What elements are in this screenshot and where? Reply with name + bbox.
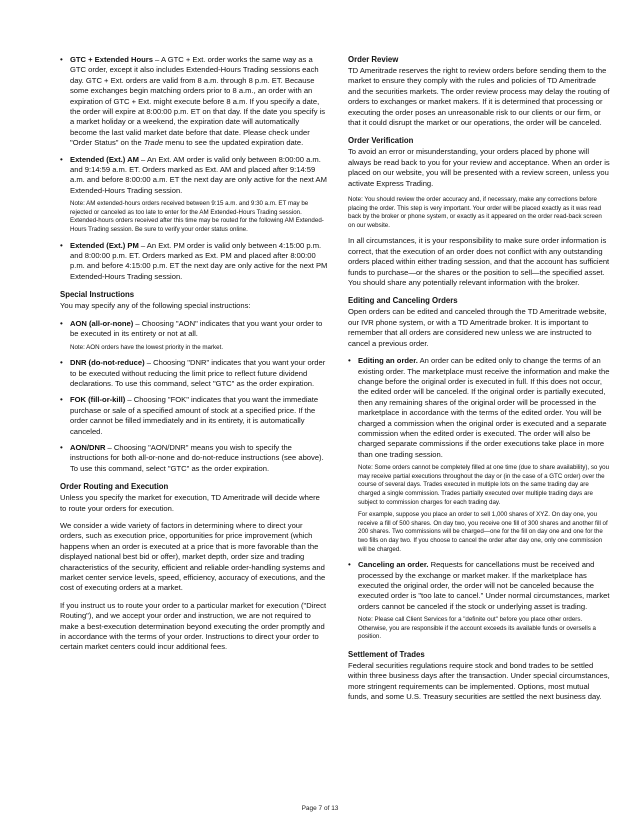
verification-paragraph-2: In all circumstances, it is your responsibility to make sure order information is correct, that the execution of an order does not conflict with any outstanding orders placed within either trading session, and that the account has sufficient funds to purchase—or the shares or the position to sell—the specified asset. You should share any potentially relevant information with the broker. bbox=[348, 236, 610, 288]
aon-item bbox=[60, 319, 328, 352]
trade-menu-ref: Trade bbox=[143, 138, 164, 148]
gtc-ext-text bbox=[70, 55, 328, 149]
ext-pm-text bbox=[70, 241, 328, 283]
dnr-item bbox=[60, 358, 328, 389]
routing-paragraph-1: Unless you specify the market for execution, TD Ameritrade will decide where to route your orders for execution. bbox=[60, 493, 320, 513]
aon-dnr-body: – Choosing "AON/DNR" means you wish to specify the instructions for both all-or-none and do-not-reduce instructions (see above). To use this command, select "GTC" as the order expiration. bbox=[70, 442, 324, 473]
gtc-ext-item bbox=[60, 55, 328, 149]
page-number: Page 7 of 13 bbox=[301, 805, 339, 812]
canceling-order-term: Canceling an order. bbox=[358, 560, 429, 570]
ext-am-text bbox=[70, 155, 328, 197]
fok-body: – Choosing "FOK" indicates that you want the immediate purchase or sale of a specified amount of stock at a specified price. If the order cannot be filled immediately and in its entirety, it is automatically canceled. bbox=[70, 395, 319, 436]
aon-dnr-item bbox=[60, 443, 328, 474]
order-review-heading: Order Review bbox=[348, 55, 399, 64]
aon-dnr-text bbox=[70, 443, 328, 474]
editing-order-body: An order can be edited only to change the terms of an existing order. The marketplace must receive the information and make the change before the original order is executed in full. If this does not occur, the edited order will be canceled. If the original order is partially executed, then any remaining shares of the original order will be processed in the marketplace in accordance with the terms of the edited order. You will be charged a commission when the original order is executed and a separate commission when the edited order is executed. The order will also be charged separate commissions if the order executions take place in more than one trading session. bbox=[358, 356, 610, 459]
ext-pm-body: – An Ext. PM order is valid only between 4:15:00 p.m. and 8:00:00 p.m. ET. Orders marked as Ext. PM and placed after 8:00:00 p.m. and before 4:15:00 p.m. ET the next day are only active for the next PM Extended-Hours Trading session. bbox=[70, 240, 328, 281]
aon-text bbox=[70, 319, 328, 340]
settlement-heading: Settlement of Trades bbox=[348, 649, 425, 659]
gtc-ext-body-end: menu to see the updated expiration date. bbox=[163, 138, 304, 148]
ext-am-item bbox=[60, 155, 328, 235]
special-intro: You may specify any of the following special instructions: bbox=[60, 301, 251, 311]
editing-paragraph: Open orders can be edited and canceled through the TD Ameritrade website, our IVR phone system, or with a TD Ameritrade broker. It is important to remember that all orders are considered new unless we are instructed to cancel a previous order. bbox=[348, 307, 607, 348]
verification-note: Note: You should review the order accuracy and, if necessary, make any corrections before placing the order. This step is very important. Your order will be placed exactly as it was read back by the broker or phone system, or exactly as it appeared on the order read-back screen on our website. bbox=[348, 196, 602, 229]
canceling-order-body: Requests for cancellations must be received and processed by the exchange or market maker. If the marketplace has executed the original order, the order will not be canceled because the executed order is "too late to cancel." Under normal circumstances, market orders cannot be canceled if the stock or underlying asset is trading. bbox=[358, 560, 610, 611]
editing-canceling-heading: Editing and Canceling Orders bbox=[348, 296, 458, 306]
routing-paragraph-2: We consider a wide variety of factors in determining where to direct your orders, such as execution price, opportunities for price improvement (which happens when an order is executed at a price that is more favorable than the displayed national best bid or offer), market depth, order size and trading characteristics of the security, efficient and reliable order-handling systems and market center service levels, speed, efficiency, accuracy of executions, and the cost of executing orders at a market. bbox=[60, 520, 326, 593]
gtc-ext-term: GTC + Extended Hours bbox=[70, 55, 153, 64]
right-column bbox=[348, 55, 610, 710]
order-verification-heading: Order Verification bbox=[348, 136, 414, 146]
special-instructions-heading: Special Instructions bbox=[60, 290, 135, 300]
gtc-ext-body: – A GTC + Ext. order works the same way as a GTC order, except it also includes Extended-Hours Trading sessions each day. GTC + Ext. orders are valid from 8 a.m. through 8 p.m. ET. Because some exchanges begin matching orders prior to 8 a.m., an order with an expiration of GTC + Ext. might execute before 8 a.m. If you specify a date, the order will expire at 8:00:00 p.m. ET on that day. If the date you specify is a market holiday or a weekend, the expiration date will automatically become the last valid market date before that date. Please check under "Order Status" on the bbox=[70, 55, 326, 148]
dnr-term: DNR (do-not-reduce) bbox=[70, 358, 145, 368]
order-review-paragraph: TD Ameritrade reserves the right to review orders before sending them to the market to ensure they comply with the rules and policies of TD Ameritrade and the securities markets. The order review process may delay the routing of orders to exchanges or market makers. If it is determined that processing or executing the order poses an unreasonable risk to our clients or our firm, or that it could disrupt the market or our operations, the order will be canceled. bbox=[348, 66, 610, 128]
order-routing-heading: Order Routing and Execution bbox=[60, 482, 169, 492]
aon-body: – Choosing "AON" indicates that you want your order to be executed in its entirety or not at all. bbox=[70, 318, 323, 339]
dnr-text bbox=[70, 358, 328, 389]
editing-note: Note: Some orders cannot be completely filled at one time (due to share availability), so you may receive partial executions throughout the day or (in the case of a GTC order) over the course of several days. Trades executed in multiple lots on the same trading day are charged a single commission. Trades partially executed over multiple trading days are subject to commission charges for each trading day. bbox=[358, 464, 610, 506]
canceling-order-item bbox=[348, 560, 610, 642]
ext-am-body: – An Ext. AM order is valid only between 8:00:00 a.m. and 9:14:59 a.m. ET. Orders marked as Ext. AM and placed after 9:14:59 a.m. and before 8:00:00 a.m. ET the next day are only active for the next AM Extended-Hours Trading session. bbox=[70, 154, 327, 195]
ext-pm-item bbox=[60, 241, 328, 283]
editing-order-term: Editing an order. bbox=[358, 356, 418, 366]
ext-am-term: Extended (Ext.) AM bbox=[70, 154, 139, 164]
canceling-note: Note: Please call Client Services for a "definite out" before you place other orders. Otherwise, you are responsible if the account exceeds its available funds or oversells a position. bbox=[358, 616, 597, 641]
ext-pm-term: Extended (Ext.) PM bbox=[70, 240, 139, 250]
editing-order-item bbox=[348, 356, 610, 554]
dnr-body: – Choosing "DNR" indicates that you want your order to be executed without reducing the limit price to reflect future dividend declarations. To use this command, select "GTC" as the order expiration. bbox=[70, 358, 326, 388]
editing-example: For example, suppose you place an order to sell 1,000 shares of XYZ. On day one, you receive a fill of 500 shares. On day two, you receive one fill of 300 shares and another fill of 200 shares. Two commissions will be charged—one for the fill on day one and one for the two fills on day two. If you choose to cancel the order after day one, only one commission will be charged. bbox=[358, 511, 608, 553]
settlement-paragraph: Federal securities regulations require stock and bond trades to be settled within three business days after the transaction. Under special circumstances, more stringent requirements can be implemented. Options, most mutual funds, and some U.S. Treasury securities are settled the next business day. bbox=[348, 660, 610, 702]
aon-note: Note: AON orders have the lowest priority in the market. bbox=[70, 343, 224, 351]
fok-item bbox=[60, 395, 328, 437]
aon-term: AON (all-or-none) bbox=[70, 318, 134, 328]
canceling-order-text bbox=[358, 560, 610, 612]
fok-text bbox=[70, 395, 328, 437]
fok-term: FOK (fill-or-kill) bbox=[70, 395, 126, 405]
ext-am-note: Note: AM extended-hours orders received between 9:15 a.m. and 9:30 a.m. ET may be rejected or canceled as too late to enter for the AM Extended-Hours Trading session. Extended-hours orders received after this time may be routed for the following AM Extended-Hours Trading session. Be sure to verify your order status online. bbox=[70, 200, 324, 234]
routing-paragraph-3: If you instruct us to route your order to a particular market for execution ("Direct Routing"), and we accept your order and instruction, we are not required to make a best-execution determination beyond executing the order promptly and in accordance with the terms of your order. Instructions to direct your order to certain market centers could incur additional fees. bbox=[60, 600, 327, 652]
aon-dnr-term: AON/DNR bbox=[70, 442, 106, 452]
editing-order-text bbox=[358, 356, 610, 460]
verification-paragraph: To avoid an error or misunderstanding, your orders placed by phone will always be read back to you for your review and acceptance. When an order is placed on our website, you will be presented with a review screen, unless you activate Express Trading. bbox=[348, 147, 610, 188]
left-column bbox=[60, 55, 328, 660]
